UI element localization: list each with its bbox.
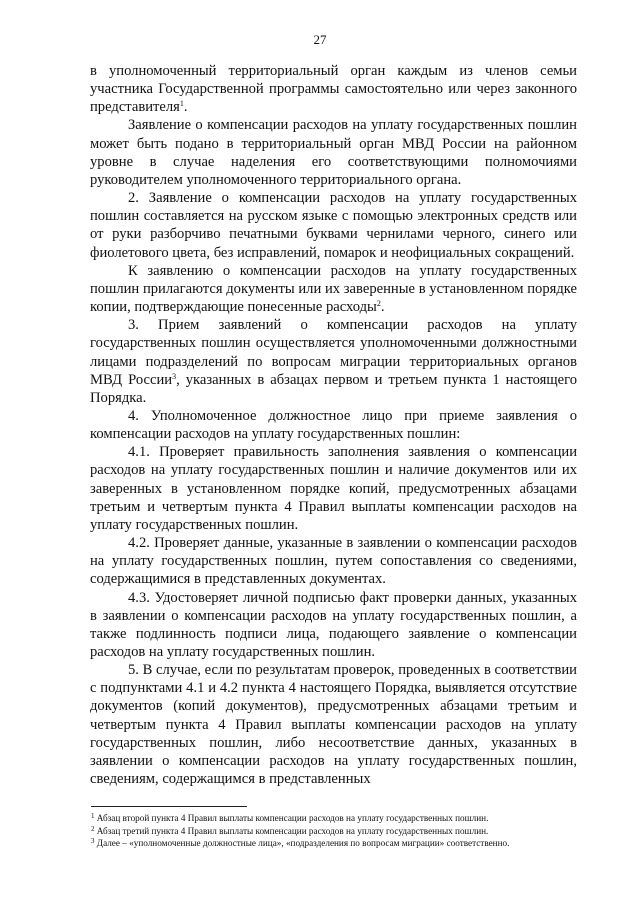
paragraph <box>90 443 577 534</box>
body-text <box>90 62 577 788</box>
paragraph-text: 4.3. Удостоверяет личной подписью факт проверки данных, указанных в заявлении о компенсации расходов на уплату государственных пошлин, а также подлинность подписи лица, подающего заявление о компенсации расходов на уплату государственных пошлин. <box>90 589 577 660</box>
paragraph-text: 3. Прием заявлений о компенсации расходов на уплату государственных пошлин осуществляется уполномоченными должностными лицами подразделений по вопросам миграции территориальных органов МВД России <box>90 317 577 388</box>
paragraph-text: 5. В случае, если по результатам проверок, проведенных в соответствии с подпунктами 4.1 и 4.2 пункта 4 настоящего Порядка, выявляется отсутствие документов (копий документов), предусмотренных абзацами третьим и четвертым пункта 4 Правил выплаты компенсации расходов на уплату государственных пошлин, либо несоответствие данных, указанных в заявлении о компенсации расходов на уплату государственных пошлин, сведениям, содержащимся в представленных <box>90 662 577 788</box>
page-number: 27 <box>313 32 327 47</box>
footnote-mark: 2 <box>91 824 95 833</box>
paragraph-text: 4. Уполномоченное должностное лицо при приеме заявления о компенсации расходов на уплату государственных пошлин: <box>90 407 577 443</box>
paragraph <box>90 316 577 407</box>
footnote <box>91 812 581 825</box>
footnote <box>91 837 581 850</box>
footnote-mark: 1 <box>91 812 95 820</box>
paragraph <box>90 407 577 443</box>
paragraph <box>90 661 577 788</box>
paragraph <box>90 262 577 316</box>
paragraph-text: 4.2. Проверяет данные, указанные в заявлении о компенсации расходов на уплату государственных пошлин, путем сопоставления со сведениями, содержащимися в представленных документах. <box>90 535 577 588</box>
paragraph-text: Заявление о компенсации расходов на уплату государственных пошлин может быть подано в территориальный орган МВД России на районном уровне в случае наделения его соответствующими полномочиями руководителем уполномоченного территориального органа. <box>90 117 577 188</box>
paragraph-tail: . <box>183 99 188 116</box>
footnote-text: Абзац второй пункта 4 Правил выплаты компенсации расходов на уплату государственных пошлин. <box>96 813 489 823</box>
footnote-ref: 2 <box>376 299 381 309</box>
footnotes <box>91 812 581 850</box>
paragraph <box>90 589 577 662</box>
paragraph-tail: . <box>380 299 385 316</box>
paragraph-text: К заявлению о компенсации расходов на уплату государственных пошлин прилагаются документы или их заверенные в установленном порядке копии, подтверждающие понесенные расходы <box>90 262 577 316</box>
paragraph-text: 2. Заявление о компенсации расходов на уплату государственных пошлин составляется на русском языке с помощью электронных средств или от руки разборчиво печатными буквами чернилами черного, синего или фиолетового цвета, без исправлений, помарок и неофициальных сокращений. <box>90 190 577 261</box>
paragraph <box>90 534 577 588</box>
footnote-ref: 3 <box>172 371 177 381</box>
paragraph-tail: , указанных в абзацах первом и третьем пункта 1 настоящего Порядка. <box>90 371 578 406</box>
footnote-text: Абзац третий пункта 4 Правил выплаты компенсации расходов на уплату государственных пошлин. <box>96 825 489 836</box>
footnote-text: Далее – «уполномоченные должностные лица», «подразделения по вопросам миграции» соответственно. <box>96 838 510 849</box>
footnote-separator <box>91 806 247 807</box>
footnote <box>91 825 581 838</box>
paragraph-text: в уполномоченный территориальный орган каждым из членов семьи участника Государственной программы самостоятельно или через законного представителя <box>90 63 577 116</box>
footnote-mark: 3 <box>91 837 95 846</box>
paragraph <box>90 189 577 262</box>
paragraph <box>90 116 577 189</box>
footnote-ref: 1 <box>179 99 184 109</box>
paragraph-text: 4.1. Проверяет правильность заполнения заявления о компенсации расходов на уплату государственных пошлин и наличие документов или их заверенных в установленном порядке копий, предусмотренных абзацами третьим и четвертым пункта 4 Правил выплаты компенсации расходов на уплату государственных пошлин. <box>90 444 577 533</box>
paragraph <box>90 62 577 116</box>
